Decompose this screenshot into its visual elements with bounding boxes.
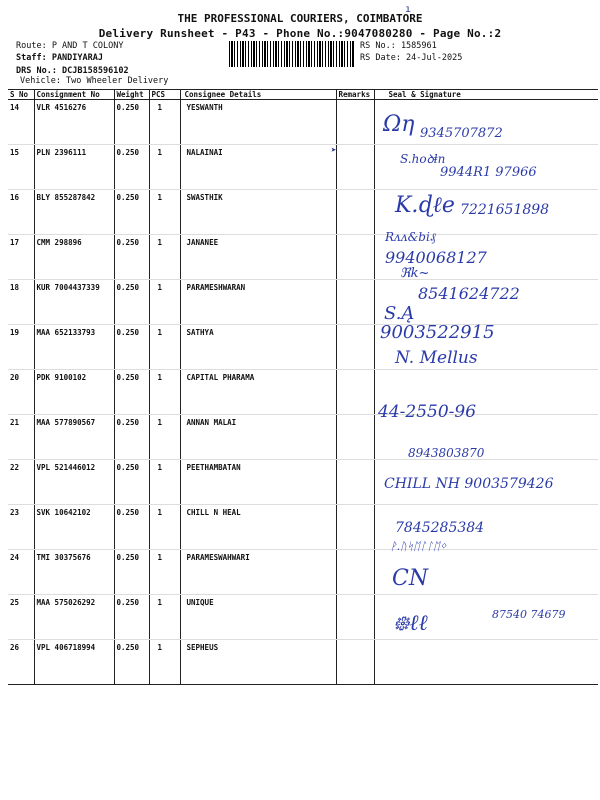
cell-sno: 19 (8, 325, 34, 370)
cell-pcs: 1 (149, 415, 180, 460)
cell-signature (374, 640, 598, 685)
rs-date: RS Date: 24-Jul-2025 (360, 53, 463, 63)
cell-remarks (336, 325, 374, 370)
cell-weight: 0.250 (114, 640, 149, 685)
cell-consignee: CAPITAL PHARAMA (180, 370, 336, 415)
cell-pcs: 1 (149, 370, 180, 415)
signature-scribble: ᚹ.ᚢᛋᛖᛚᛚᛖᛜ (390, 540, 447, 553)
table-row (8, 640, 598, 685)
cell-sno: 26 (8, 640, 34, 685)
runsheet-subtitle: Delivery Runsheet - P43 - Phone No.:9047080280 - Page No.:2 (98, 27, 502, 40)
table-header (8, 90, 598, 100)
cell-pcs: 1 (149, 190, 180, 235)
cell-pcs: 1 (149, 235, 180, 280)
cell-sno: 15 (8, 145, 34, 190)
cell-consignment: VPL 406718994 (34, 640, 114, 685)
cell-consignee: PEETHAMBATAN (180, 460, 336, 505)
cell-weight: 0.250 (114, 415, 149, 460)
cell-weight: 0.250 (114, 595, 149, 640)
cell-weight: 0.250 (114, 370, 149, 415)
cell-consignee: PARAMESWAHWARI (180, 550, 336, 595)
cell-consignee: PARAMESHWARAN (180, 280, 336, 325)
cell-weight: 0.250 (114, 145, 149, 190)
cell-pcs: 1 (149, 280, 180, 325)
handwritten-phone: 7221651898 (460, 202, 550, 218)
handwritten-phone: 44-2550-96 (378, 402, 477, 422)
handwritten-phone: 87540 74679 (492, 608, 566, 621)
cell-remarks (336, 595, 374, 640)
cell-sno: 24 (8, 550, 34, 595)
table-row (8, 415, 598, 460)
handwritten-phone: 8541624722 (418, 284, 520, 303)
handwritten-phone: 7845285384 (395, 520, 485, 536)
cell-pcs: 1 (149, 595, 180, 640)
signature-scribble: K.ɖℓe (395, 193, 455, 218)
cell-sno: 25 (8, 595, 34, 640)
col-weight: Weight (114, 90, 149, 100)
cell-remarks (336, 550, 374, 595)
signature-scribble: ᪥ℓℓ (393, 611, 428, 636)
cell-consignment: PDK 9100102 (34, 370, 114, 415)
cell-consignee: YESWANTH (180, 100, 336, 145)
handwritten-phone: 8943803870 (408, 446, 485, 460)
cell-remarks (336, 190, 374, 235)
cell-pcs: 1 (149, 550, 180, 595)
company-title: THE PROFESSIONAL COURIERS, COIMBATORE (177, 12, 423, 25)
cell-weight: 0.250 (114, 550, 149, 595)
cell-sno: 18 (8, 280, 34, 325)
cell-consignee: SWASTHIK (180, 190, 336, 235)
cell-pcs: 1 (149, 145, 180, 190)
cell-remarks (336, 280, 374, 325)
handwritten-phone: 9944R1 97966 (440, 165, 537, 180)
signature-scribble: ℜk~ (400, 266, 430, 281)
pen-mark: ı (405, 4, 412, 15)
cell-weight: 0.250 (114, 100, 149, 145)
cell-remarks (336, 100, 374, 145)
cell-sno: 23 (8, 505, 34, 550)
cell-consignee: NALAINAI (180, 145, 336, 190)
cell-consignment: KUR 7004437339 (34, 280, 114, 325)
cell-consignment: MAA 652133793 (34, 325, 114, 370)
cell-consignment: VPL 521446012 (34, 460, 114, 505)
cell-sno: 17 (8, 235, 34, 280)
col-consignment: Consignment No (34, 90, 114, 100)
signature-scribble: Rᴧᴧ&bi₰ (385, 230, 436, 244)
cell-sno: 21 (8, 415, 34, 460)
cell-consignment: MAA 575026292 (34, 595, 114, 640)
barcode (229, 41, 355, 67)
handwritten-phone: 9940068127 (385, 248, 487, 267)
staff-label: Staff: PANDIYARAJ (16, 53, 103, 63)
drs-label: DRS No.: DCJB158596102 (16, 66, 129, 76)
rs-number: RS No.: 1585961 (360, 41, 437, 51)
cell-remarks (336, 640, 374, 685)
cell-pcs: 1 (149, 640, 180, 685)
cell-weight: 0.250 (114, 505, 149, 550)
table-row (8, 100, 598, 145)
cell-pcs: 1 (149, 325, 180, 370)
cell-consignment: CMM 298896 (34, 235, 114, 280)
cell-consignment: TMI 30375676 (34, 550, 114, 595)
table-row (8, 370, 598, 415)
cell-consignment: SVK 10642102 (34, 505, 114, 550)
cell-remarks (336, 505, 374, 550)
col-signature: Seal & Signature (374, 90, 598, 100)
cell-weight: 0.250 (114, 235, 149, 280)
route-label: Route: P AND T COLONY (16, 41, 124, 51)
cell-sno: 16 (8, 190, 34, 235)
cell-sno: 14 (8, 100, 34, 145)
cell-sno: 20 (8, 370, 34, 415)
cell-consignee: JANANEE (180, 235, 336, 280)
cell-consignment: MAA 577890567 (34, 415, 114, 460)
vehicle-label: Vehicle: Two Wheeler Delivery (20, 76, 169, 86)
cell-pcs: 1 (149, 505, 180, 550)
cell-weight: 0.250 (114, 325, 149, 370)
cell-remarks (336, 415, 374, 460)
handwritten-phone: 9003522915 (380, 322, 495, 343)
cell-consignee: ANNAN MALAI (180, 415, 336, 460)
cell-weight: 0.250 (114, 460, 149, 505)
col-pcs: PCS (149, 90, 180, 100)
cell-weight: 0.250 (114, 280, 149, 325)
signature-scribble: S.Ą (384, 303, 415, 324)
cell-consignee: SEPHEUS (180, 640, 336, 685)
cell-pcs: 1 (149, 460, 180, 505)
handwritten-phone: CHILL NH 9003579426 (384, 476, 554, 492)
cell-consignment: BLY 855287842 (34, 190, 114, 235)
cell-remarks (336, 145, 374, 190)
cell-remarks (336, 460, 374, 505)
cell-consignee: UNIQUE (180, 595, 336, 640)
table-row (8, 325, 598, 370)
cell-remarks (336, 370, 374, 415)
col-consignee: Consignee Details (180, 90, 336, 100)
table-row (8, 505, 598, 550)
pen-mark: ➤ (331, 146, 337, 156)
signature-scribble: S.hoꝺⱡn (400, 152, 446, 166)
col-remarks: Remarks (336, 90, 374, 100)
col-sno: S No (8, 90, 34, 100)
signature-scribble: Ωη (383, 112, 415, 137)
cell-consignee: CHILL N HEAL (180, 505, 336, 550)
cell-sno: 22 (8, 460, 34, 505)
handwritten-name: N. Mellus (395, 348, 478, 368)
cell-consignment: PLN 2396111 (34, 145, 114, 190)
table-row (8, 235, 598, 280)
handwritten-initials: CN (392, 566, 429, 591)
cell-consignee: SATHYA (180, 325, 336, 370)
table-row (8, 550, 598, 595)
cell-remarks (336, 235, 374, 280)
cell-pcs: 1 (149, 100, 180, 145)
cell-weight: 0.250 (114, 190, 149, 235)
handwritten-phone: 9345707872 (420, 126, 503, 141)
cell-consignment: VLR 4516276 (34, 100, 114, 145)
